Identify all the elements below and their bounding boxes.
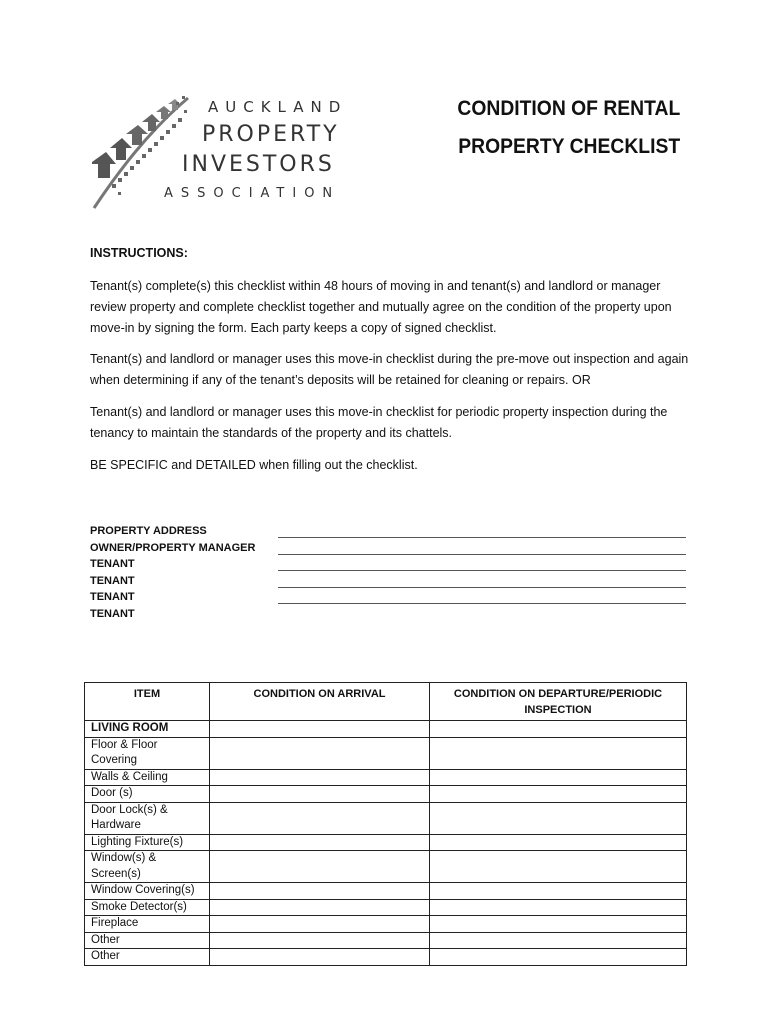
document-title-line-1: CONDITION OF RENTAL [457, 97, 680, 120]
field-tenant-2 [90, 571, 690, 588]
instructions-paragraph: Tenant(s) and landlord or manager uses this move-in checklist during the pre-move out inspection and again when determining if any of the tenant’s deposits will be retained for cleaning or repairs. OR [90, 352, 689, 387]
table-row [85, 802, 687, 834]
item-label: Smoke Detector(s) [85, 899, 210, 916]
arrival-cell[interactable] [210, 834, 430, 851]
property-details-fields [90, 521, 690, 620]
arrival-cell[interactable] [210, 916, 430, 933]
field-owner-manager [90, 538, 690, 555]
table-row [85, 949, 687, 966]
table-row [85, 899, 687, 916]
field-tenant-3 [90, 587, 690, 604]
arrival-cell[interactable] [210, 769, 430, 786]
field-label: PROPERTY ADDRESS [90, 525, 207, 537]
item-label: Door Lock(s) & Hardware [85, 802, 210, 834]
departure-cell[interactable] [430, 851, 687, 883]
table-row [85, 786, 687, 803]
logo-line-property: PROPERTY [202, 122, 340, 147]
item-label: Window(s) & Screen(s) [85, 851, 210, 883]
field-tenant-1 [90, 554, 690, 571]
table-row [85, 883, 687, 900]
field-label: OWNER/PROPERTY MANAGER [90, 541, 256, 554]
item-label: Fireplace [85, 916, 210, 933]
item-label: Window Covering(s) [85, 883, 210, 900]
departure-cell[interactable] [430, 883, 687, 900]
column-header-departure: CONDITION ON DEPARTURE/PERIODIC INSPECTION [430, 683, 687, 721]
departure-cell[interactable] [430, 769, 687, 786]
field-label: TENANT [90, 607, 135, 620]
departure-cell[interactable] [430, 899, 687, 916]
field-label: TENANT [90, 574, 135, 587]
table-header-row [85, 683, 687, 721]
table-row-section [85, 721, 687, 738]
departure-cell[interactable] [430, 834, 687, 851]
arrival-cell[interactable] [210, 802, 430, 834]
table-row [85, 916, 687, 933]
arrival-cell[interactable] [210, 932, 430, 949]
departure-cell[interactable] [430, 916, 687, 933]
arrival-cell[interactable] [210, 949, 430, 966]
arrival-cell[interactable] [210, 851, 430, 883]
instructions-paragraph: Tenant(s) complete(s) this checklist within 48 hours of moving in and tenant(s) and landlord or manager review property and complete checklist together and mutually agree on the condition of the property upon move-in by signing the form. Each party keeps a copy of signed checklist. [90, 279, 672, 335]
field-label: TENANT [90, 558, 135, 570]
arrival-cell[interactable] [210, 737, 430, 769]
instructions-paragraph: BE SPECIFIC and DETAILED when filling out the checklist. [90, 458, 418, 472]
instructions-heading: INSTRUCTIONS: [90, 246, 188, 260]
instructions-paragraph: Tenant(s) and landlord or manager uses this move-in checklist for periodic property inspection during the tenancy to maintain the standards of the property and its chattels. [90, 405, 668, 440]
departure-cell[interactable] [430, 737, 687, 769]
departure-cell[interactable] [430, 932, 687, 949]
table-row [85, 834, 687, 851]
arrival-cell[interactable] [210, 883, 430, 900]
association-logo [88, 92, 358, 212]
document-title-line-2: PROPERTY CHECKLIST [458, 135, 680, 158]
item-label: Other [85, 932, 210, 949]
column-header-arrival: CONDITION ON ARRIVAL [210, 683, 430, 721]
departure-cell[interactable] [430, 949, 687, 966]
section-label-living-room: LIVING ROOM [85, 721, 210, 738]
departure-cell[interactable] [430, 721, 687, 738]
logo-line-auckland: AUCKLAND [208, 98, 348, 116]
column-header-item: ITEM [85, 683, 210, 721]
table-row [85, 851, 687, 883]
field-property-address [90, 521, 690, 538]
arrival-cell[interactable] [210, 786, 430, 803]
table-row [85, 769, 687, 786]
departure-cell[interactable] [430, 802, 687, 834]
item-label: Walls & Ceiling [85, 769, 210, 786]
item-label: Door (s) [85, 786, 210, 803]
item-label: Floor & Floor Covering [85, 737, 210, 769]
field-tenant-4 [90, 604, 690, 621]
logo-line-investors: INVESTORS [182, 152, 335, 177]
departure-cell[interactable] [430, 786, 687, 803]
table-row [85, 932, 687, 949]
logo-line-association: ASSOCIATION [164, 186, 341, 201]
condition-checklist-table [84, 682, 687, 966]
arrival-cell[interactable] [210, 899, 430, 916]
item-label: Other [85, 949, 210, 966]
arrival-cell[interactable] [210, 721, 430, 738]
table-row [85, 737, 687, 769]
field-label: TENANT [90, 591, 135, 603]
item-label: Lighting Fixture(s) [85, 834, 210, 851]
